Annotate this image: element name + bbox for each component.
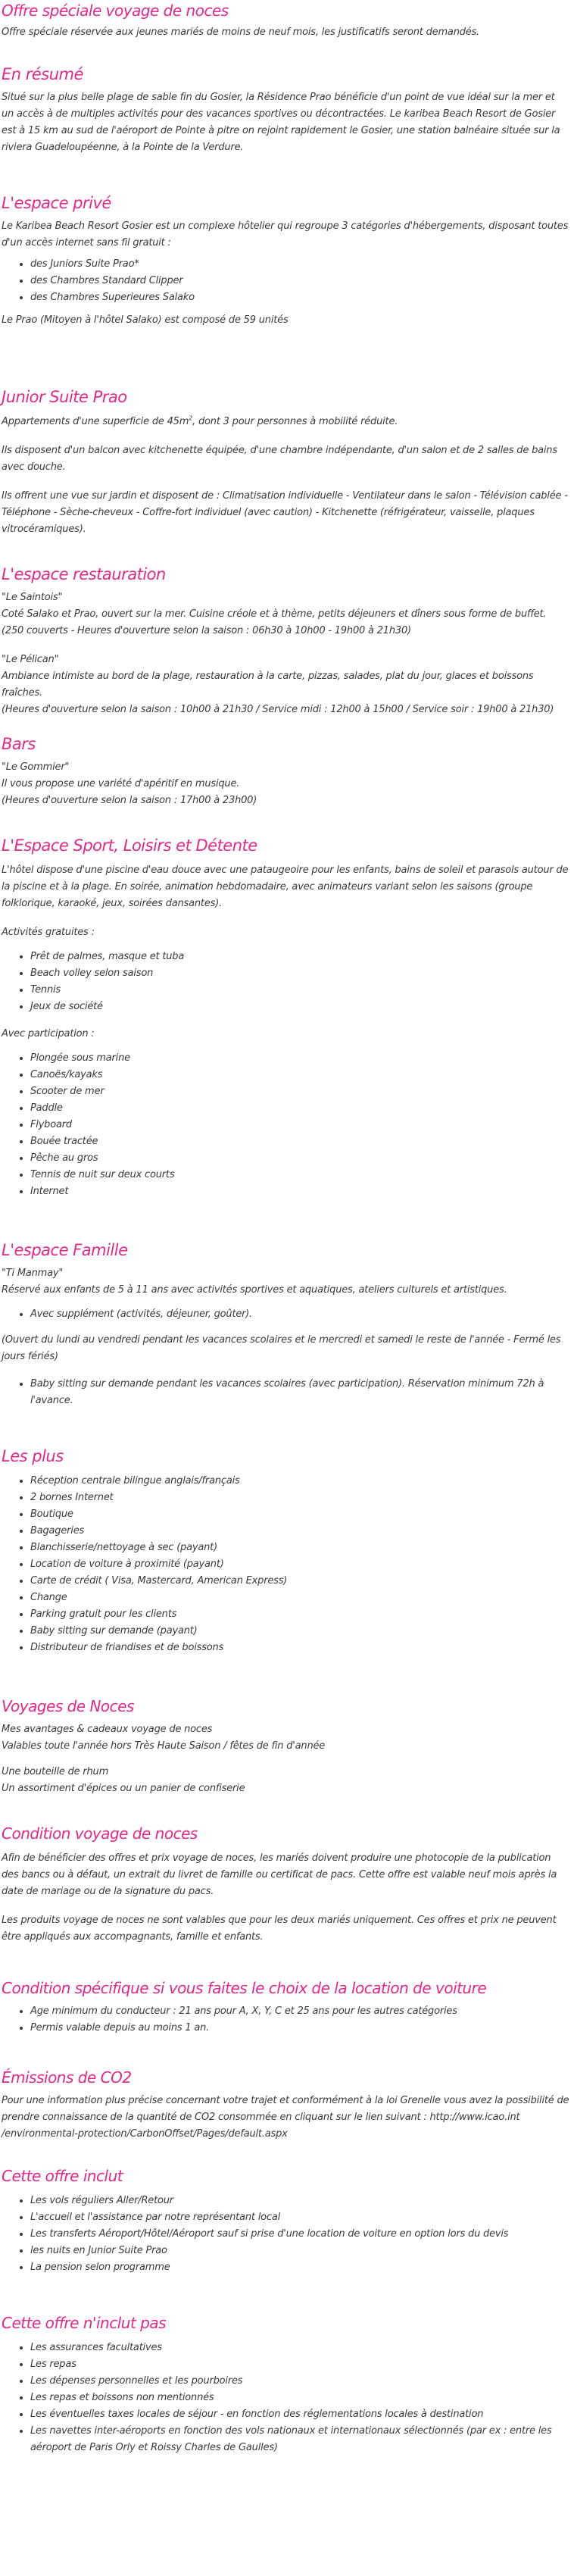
condition-noces-title: Condition voyage de noces: [2, 1824, 198, 1843]
location-voiture-list: [2, 2003, 569, 2037]
list-item: • Paddle: [30, 1100, 569, 1117]
section-co2: [2, 2068, 569, 2143]
sport-intro: L'hôtel dispose d'une piscine d'eau douce avec une pataugeoire pour les enfants, bains de soleil et parasols autour de la piscine et à la plage. En soirée, animation hebdomadaire, avec animateurs variant selon les saisons (groupe folklorique, karaoké, jeux, soirées dansantes).: [2, 864, 569, 909]
famille-club-desc: Réservé aux enfants de 5 à 11 ans avec activités sportives et aquatiques, ateliers culturels et artistiques.: [2, 1284, 507, 1296]
list-item: • Avec supplément (activités, déjeuner, goûter).: [30, 1306, 569, 1323]
espace-prive-list: [2, 256, 569, 306]
section-location-voiture: [2, 1979, 569, 2037]
list-item: • Tennis de nuit sur deux courts: [30, 1167, 569, 1183]
list-item: • Parking gratuit pour les clients: [30, 1606, 569, 1623]
famille-club-name: "Ti Manmay": [2, 1268, 64, 1279]
restaurant-saintois-desc: Coté Salako et Prao, ouvert sur la mer. Cuisine créole et à thème, petits déjeuners et dîners sous forme de buffet.: [2, 608, 547, 620]
list-item: • Les navettes inter-aéroports en fonction des vols nationaux et internationaux sélectionnés (par ex : entre les aéroport de Paris Orly et Roissy Charles de Gaulles): [30, 2423, 554, 2456]
sport-paid-label: Avec participation :: [2, 1028, 95, 1039]
list-item: • Tennis: [30, 982, 569, 999]
restaurant-saintois-hours: (250 couverts - Heures d'ouverture selon la saison : 06h30 à 10h00 - 19h00 à 21h30): [2, 625, 411, 636]
voyages-noces-title: Voyages de Noces: [2, 1697, 134, 1715]
sport-free-label: Activités gratuites :: [2, 927, 95, 938]
list-item: • Internet: [30, 1183, 569, 1200]
restauration-title: L'espace restauration: [2, 565, 166, 583]
list-item: • Les repas: [30, 2356, 554, 2373]
list-item: • Scooter de mer: [30, 1083, 569, 1100]
junior-suite-rooms: Ils disposent d'un balcon avec kitchenette équipée, d'une chambre indépendante, d'un salon et de 2 salles de bains avec douche.: [2, 445, 557, 473]
ninclut-list: [2, 2340, 569, 2456]
famille-list-1: [2, 1306, 569, 1323]
list-item: • Plongée sous marine: [30, 1050, 569, 1067]
section-offre-speciale: [2, 2, 569, 41]
list-item: • Carte de crédit ( Visa, Mastercard, American Express): [30, 1573, 569, 1590]
offre-speciale-text: Offre spéciale réservée aux jeunes mariés de moins de neuf mois, les justificatifs seront demandés.: [2, 27, 480, 38]
bar-gommier-name: "Le Gommier": [2, 761, 70, 773]
inclut-title: Cette offre inclut: [2, 2167, 123, 2185]
list-item: • Distributeur de friandises et de boissons: [30, 1640, 569, 1656]
bar-gommier-hours: (Heures d'ouverture selon la saison : 17h00 à 23h00): [2, 795, 257, 806]
section-restauration: [2, 565, 569, 718]
list-item: • Les assurances facultatives: [30, 2340, 554, 2356]
list-item: • Location de voiture à proximité (payant): [30, 1556, 569, 1573]
plus-list: [2, 1473, 569, 1656]
list-item: • des Chambres Superieures Salako: [30, 289, 569, 306]
list-item: • les nuits en Junior Suite Prao: [30, 2243, 569, 2259]
junior-suite-equipment: Ils offrent une vue sur jardin et disposent de : Climatisation individuelle - Ventilateur dans le salon - Télévision cablée - Téléphone - Sèche-cheveux - Coffre-fort individuel (avec caution) - Kitchenette (réfrigérateur, vaisselle, plaques vitrocéramiques).: [2, 490, 568, 535]
resume-title: En résumé: [2, 65, 83, 83]
list-item: • La pension selon programme: [30, 2259, 569, 2276]
bar-gommier-desc: Il vous propose une variété d'apéritif en musique.: [2, 778, 240, 789]
list-item: • Permis valable depuis au moins 1 an.: [30, 2020, 569, 2037]
list-item: • Bouée tractée: [30, 1133, 569, 1150]
list-item: • Réception centrale bilingue anglais/français: [30, 1473, 569, 1490]
section-junior-suite: [2, 388, 569, 538]
list-item: • L'accueil et l'assistance par notre représentant local: [30, 2209, 569, 2226]
espace-prive-outro: Le Prao (Mitoyen à l'hôtel Salako) est composé de 59 unités: [2, 314, 289, 326]
section-voyages-noces: [2, 1697, 569, 1797]
section-ninclut: [2, 2314, 569, 2456]
section-resume: [2, 65, 569, 156]
section-famille: [2, 1241, 569, 1409]
list-item: • des Chambres Standard Clipper: [30, 273, 569, 289]
sport-paid-list: [2, 1050, 569, 1200]
list-item: • Baby sitting sur demande pendant les vacances scolaires (avec participation). Réservation minimum 72h à l'avance.: [30, 1376, 551, 1409]
list-item: • Les repas et boissons non mentionnés: [30, 2390, 554, 2406]
espace-prive-title: L'espace privé: [2, 194, 111, 212]
section-inclut: [2, 2167, 569, 2276]
condition-noces-p2: Les produits voyage de noces ne sont valables que pour les deux mariés uniquement. Ces offres et prix ne peuvent être appliqués aux accompagnants, famille et enfants.: [2, 1915, 557, 1943]
list-item: • Baby sitting sur demande (payant): [30, 1623, 569, 1640]
restaurant-pelican-desc: Ambiance intimiste au bord de la plage, restauration à la carte, pizzas, salades, plat du jour, glaces et boissons fraîches.: [2, 671, 534, 699]
list-item: • Boutique: [30, 1506, 569, 1523]
section-espace-prive: [2, 194, 569, 329]
section-plus: [2, 1447, 569, 1656]
junior-suite-surface: Appartements d'une superficie de $45m^2$, dont 3 pour personnes à mobilité réduite.: [2, 414, 398, 427]
section-condition-noces: [2, 1824, 569, 1946]
list-item: • Flyboard: [30, 1117, 569, 1133]
sport-free-list: [2, 949, 569, 1015]
famille-list-2: [2, 1376, 569, 1409]
location-voiture-title: Condition spécifique si vous faites le choix de la location de voiture: [2, 1979, 487, 1997]
list-item: • Change: [30, 1590, 569, 1606]
junior-suite-title: Junior Suite Prao: [2, 388, 127, 406]
ninclut-title: Cette offre n'inclut pas: [2, 2314, 167, 2332]
list-item: • Bagageries: [30, 1523, 569, 1540]
famille-schedule: (Ouvert du lundi au vendredi pendant les vacances scolaires et le mercredi et samedi le reste de l'année - Fermé les jours fériés): [2, 1334, 561, 1362]
noces-cadeau-epices: Un assortiment d'épices ou un panier de confiserie: [2, 1783, 245, 1794]
section-bars: [2, 735, 569, 809]
list-item: • Prêt de palmes, masque et tuba: [30, 949, 569, 965]
espace-prive-intro: Le Karibea Beach Resort Gosier est un complexe hôtelier qui regroupe 3 catégories d'hébergements, disposant toutes d'un accès internet sans fil gratuit :: [2, 220, 569, 249]
co2-text: Pour une information plus précise concernant votre trajet et conformément à la loi Grenelle vous avez la possibilité de prendre connaissance de la quantité de CO2 consommée en cliquant sur le lien suivant : http://www.icao.int /environmental-protection/CarbonOffset/Pages/default.aspx: [2, 2095, 569, 2140]
list-item: • des Juniors Suite Prao*: [30, 256, 569, 273]
list-item: • Blanchisserie/nettoyage à sec (payant): [30, 1540, 569, 1556]
noces-cadeau-rhum: Une bouteille de rhum: [2, 1766, 109, 1777]
inclut-list: [2, 2193, 569, 2276]
condition-noces-p1: Afin de bénéficier des offres et prix voyage de noces, les mariés doivent produire une photocopie de la publication des bancs ou à défaut, un extrait du livret de famille ou certificat de pacs. Cette offre est valable neuf mois après la date de mariage ou de la signature du pacs.: [2, 1852, 557, 1897]
list-item: • Pêche au gros: [30, 1150, 569, 1167]
list-item: • Canoës/kayaks: [30, 1067, 569, 1083]
famille-title: L'espace Famille: [2, 1241, 128, 1259]
plus-title: Les plus: [2, 1447, 64, 1465]
noces-avantages: Mes avantages & cadeaux voyage de noces: [2, 1724, 213, 1735]
list-item: • Beach volley selon saison: [30, 965, 569, 982]
list-item: • Les transferts Aéroport/Hôtel/Aéroport sauf si prise d'une location de voiture en option lors du devis: [30, 2226, 569, 2243]
list-item: • Les dépenses personnelles et les pourboires: [30, 2373, 554, 2390]
list-item: • Les éventuelles taxes locales de séjour - en fonction des réglementations locales à destination: [30, 2406, 554, 2423]
resume-text: Situé sur la plus belle plage de sable fin du Gosier, la Résidence Prao bénéficie d'un point de vue idéal sur la mer et un accès à de multiples activités pour des vacances sportives ou décontractées. Le karibea Beach Resort de Gosier est à 15 km au sud de l'aéroport de Pointe à pitre on rejoint rapidement le Gosier, une station balnéaire située sur la riviera Guadeloupéenne, à la Pointe de la Verdure.: [2, 92, 560, 153]
restaurant-saintois-name: "Le Saintois": [2, 592, 63, 603]
restaurant-pelican-name: "Le Pélican": [2, 654, 59, 665]
co2-title: Émissions de CO2: [2, 2068, 132, 2087]
list-item: • Jeux de société: [30, 999, 569, 1015]
offre-speciale-title: Offre spéciale voyage de noces: [2, 2, 229, 20]
section-sport: [2, 836, 569, 1200]
bars-title: Bars: [2, 735, 36, 753]
list-item: • Les vols réguliers Aller/Retour: [30, 2193, 569, 2209]
list-item: • 2 bornes Internet: [30, 1490, 569, 1506]
list-item: • Age minimum du conducteur : 21 ans pour A, X, Y, C et 25 ans pour les autres catégories: [30, 2003, 569, 2020]
restaurant-pelican-hours: (Heures d'ouverture selon la saison : 10h00 à 21h30 / Service midi : 12h00 à 15h00 / Service soir : 19h00 à 21h30): [2, 704, 554, 715]
noces-validite: Valables toute l'année hors Très Haute Saison / fêtes de fin d'année: [2, 1740, 326, 1752]
sport-title: L'Espace Sport, Loisirs et Détente: [2, 836, 257, 855]
